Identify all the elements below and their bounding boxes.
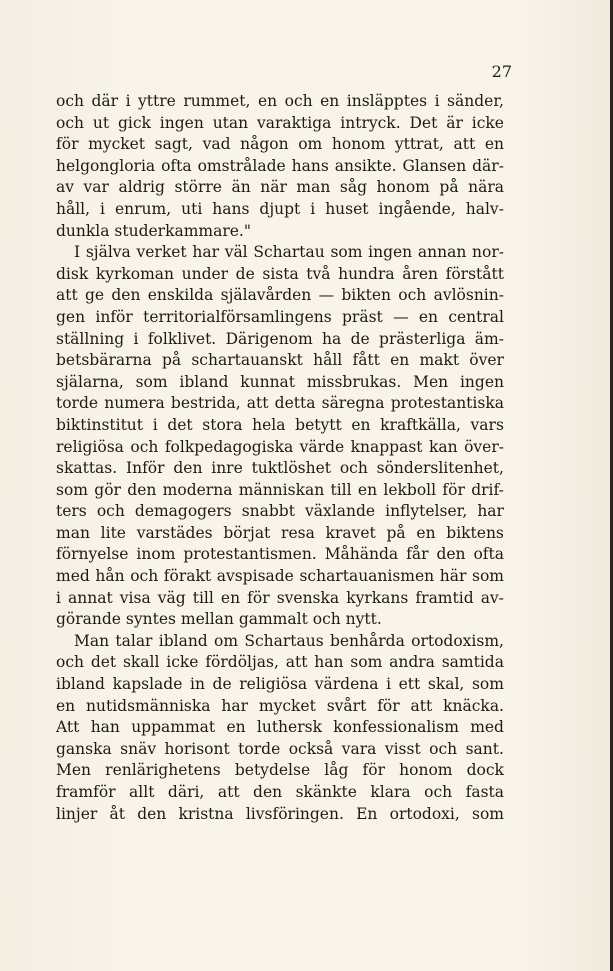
text-line: görande syntes mellan gammalt och nytt. xyxy=(56,610,382,629)
text-line: biktinstitut i det stora hela betytt en kraftkälla, vars xyxy=(56,415,504,434)
text-line: religiösa och folkpedagogiska värde knappast kan över- xyxy=(56,437,504,456)
text-line: dunkla studerkammare." xyxy=(56,221,251,240)
text-line: Men renlärighetens betydelse låg för honom dock xyxy=(56,761,504,780)
text-line: I själva verket har väl Schartau som ingen annan nor- xyxy=(74,243,504,262)
body-text xyxy=(56,91,504,825)
text-line: torde numera bestrida, att detta säregna protestantiska xyxy=(56,394,504,413)
text-line: själarna, som ibland kunnat missbrukas. Men ingen xyxy=(56,372,504,391)
text-line: linjer åt den kristna livsföringen. En ortodoxi, som xyxy=(56,804,504,823)
text-line: att ge den enskilda själavården — bikten och avlösnin- xyxy=(56,286,504,305)
text-line: skattas. Inför den inre tuktlöshet och sönderslitenhet, xyxy=(56,459,504,478)
text-line: med hån och förakt avspisade schartauanismen här som xyxy=(56,567,504,586)
text-line: av var aldrig större än när man såg honom på nära xyxy=(56,178,504,197)
page-number: 27 xyxy=(491,62,512,81)
text-line: helgongloria ofta omstrålade hans ansikte. Glansen där- xyxy=(56,156,504,175)
text-line: man lite varstädes börjat resa kravet på en biktens xyxy=(56,523,504,542)
text-line: och ut gick ingen utan varaktiga intryck. Det är icke xyxy=(56,113,504,132)
text-line: Att han uppammat en luthersk konfessionalism med xyxy=(56,718,504,737)
text-line: och där i yttre rummet, en och en insläpptes i sänder, xyxy=(56,92,504,110)
text-line: ställning i folklivet. Därigenom ha de prästerliga äm- xyxy=(56,329,504,348)
text-line: förnyelse inom protestantismen. Måhända får den ofta xyxy=(56,545,504,564)
text-line: framför allt däri, att den skänkte klara och fasta xyxy=(56,783,504,801)
text-line: håll, i enrum, uti hans djupt i huset ingående, halv- xyxy=(56,199,504,218)
text-line: disk kyrkoman under de sista två hundra åren förstått xyxy=(56,264,504,283)
text-line: för mycket sagt, vad någon om honom yttrat, att en xyxy=(56,135,504,154)
text-line: ters och demagogers snabbt växlande inflytelser, har xyxy=(56,502,504,521)
text-line: ganska snäv horisont torde också vara visst och sant. xyxy=(56,739,504,758)
text-line: gen inför territorialförsamlingens präst — en central xyxy=(56,307,504,326)
text-line: som gör den moderna människan till en lekboll för drif- xyxy=(56,480,504,499)
text-line: Man talar ibland om Schartaus benhårda ortodoxism, xyxy=(74,631,504,650)
text-line: ibland kapslade in de religiösa värdena i ett skal, som xyxy=(56,675,504,694)
text-line: betsbärarna på schartauanskt håll fått en makt över xyxy=(56,351,504,370)
text-line: i annat visa väg till en för svenska kyrkans framtid av- xyxy=(56,588,504,607)
text-line: en nutidsmänniska har mycket svårt för att knäcka. xyxy=(56,696,504,715)
text-line: och det skall icke fördöljas, att han som andra samtida xyxy=(56,653,504,672)
